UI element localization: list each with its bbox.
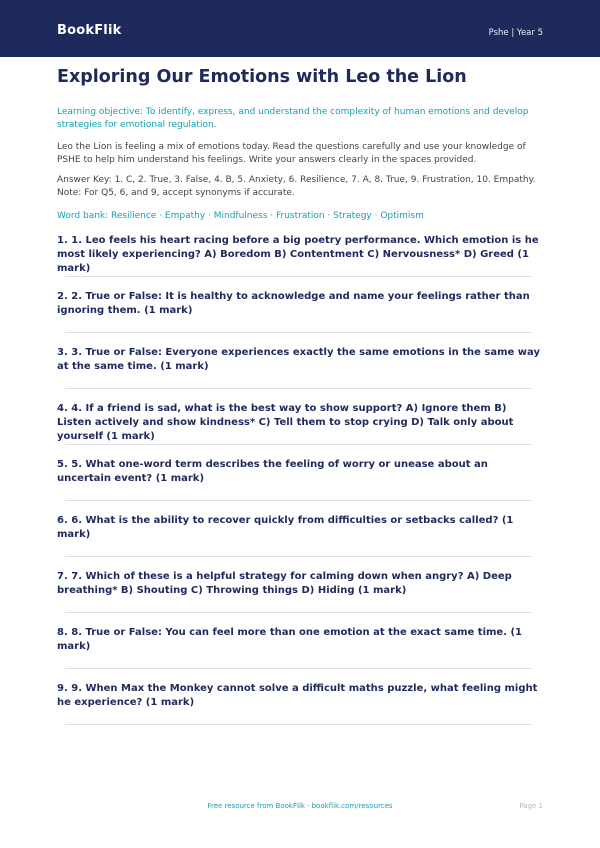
question-7: [57, 570, 544, 626]
question-4: [57, 402, 544, 458]
question-text: 2. 2. True or False: It is healthy to acknowledge and name your feelings rather than ignoring them. (1 mark): [57, 291, 530, 316]
answer-line[interactable]: [65, 444, 532, 445]
answer-line[interactable]: [65, 668, 532, 669]
question-text: 4. 4. If a friend is sad, what is the best way to show support? A) Ignore them B) Listen actively and show kindness* C) Tell them to stop crying D) Talk only about yourself (1 mark): [57, 403, 514, 442]
question-text: 9. 9. When Max the Monkey cannot solve a difficult maths puzzle, what feeling might he experience? (1 mark): [57, 683, 538, 708]
answer-line[interactable]: [65, 276, 532, 277]
question-2: [57, 290, 544, 346]
page-number: Page 1: [519, 802, 543, 810]
word-bank: Word bank: Resilience · Empathy · Mindfulness · Frustration · Strategy · Optimism: [57, 211, 424, 221]
answer-line[interactable]: [65, 332, 532, 333]
question-text: 1. 1. Leo feels his heart racing before a big poetry performance. Which emotion is he most likely experiencing? A) Boredom B) Contentment C) Nervousness* D) Greed (1 mark): [57, 235, 539, 274]
question-text: 7. 7. Which of these is a helpful strategy for calming down when angry? A) Deep breathing* B) Shouting C) Throwing things D) Hiding (1 mark): [57, 571, 512, 596]
question-text: 5. 5. What one-word term describes the feeling of worry or unease about an uncertain event? (1 mark): [57, 459, 488, 484]
answer-line[interactable]: [65, 556, 532, 557]
question-5: [57, 458, 544, 514]
learning-objective: Learning objective: To identify, express, and understand the complexity of human emotions and develop strategies for emotional regulation.: [57, 107, 529, 130]
worksheet-content: [57, 62, 544, 738]
answer-key: Answer Key: 1. C, 2. True, 3. False, 4. B, 5. Anxiety, 6. Resilience, 7. A, 8. True, 9. Frustration, 10. Empathy. Note: For Q5, 6, and 9, accept synonyms if accurate.: [57, 175, 536, 198]
question-3: [57, 346, 544, 402]
question-9: [57, 682, 544, 738]
question-text: 6. 6. What is the ability to recover quickly from difficulties or setbacks called? (1 mark): [57, 515, 514, 540]
question-6: [57, 514, 544, 570]
answer-line[interactable]: [65, 388, 532, 389]
page-title: Exploring Our Emotions with Leo the Lion: [57, 67, 467, 87]
answer-line[interactable]: [65, 612, 532, 613]
header-bar: [0, 0, 600, 57]
subject-year-label: Pshe | Year 5: [488, 28, 543, 38]
question-text: 8. 8. True or False: You can feel more than one emotion at the exact same time. (1 mark): [57, 627, 523, 652]
question-text: 3. 3. True or False: Everyone experiences exactly the same emotions in the same way at the same time. (1 mark): [57, 347, 540, 372]
answer-line[interactable]: [65, 500, 532, 501]
question-8: [57, 626, 544, 682]
answer-line[interactable]: [65, 724, 532, 725]
intro-paragraph: Leo the Lion is feeling a mix of emotions today. Read the questions carefully and use your knowledge of PSHE to help him understand his feelings. Write your answers clearly in the spaces provided.: [57, 142, 526, 165]
footer-source-link[interactable]: Free resource from BookFlik · bookflik.com/resources: [207, 802, 393, 810]
brand-logo-text: BookFlik: [57, 23, 122, 38]
question-1: [57, 234, 544, 290]
